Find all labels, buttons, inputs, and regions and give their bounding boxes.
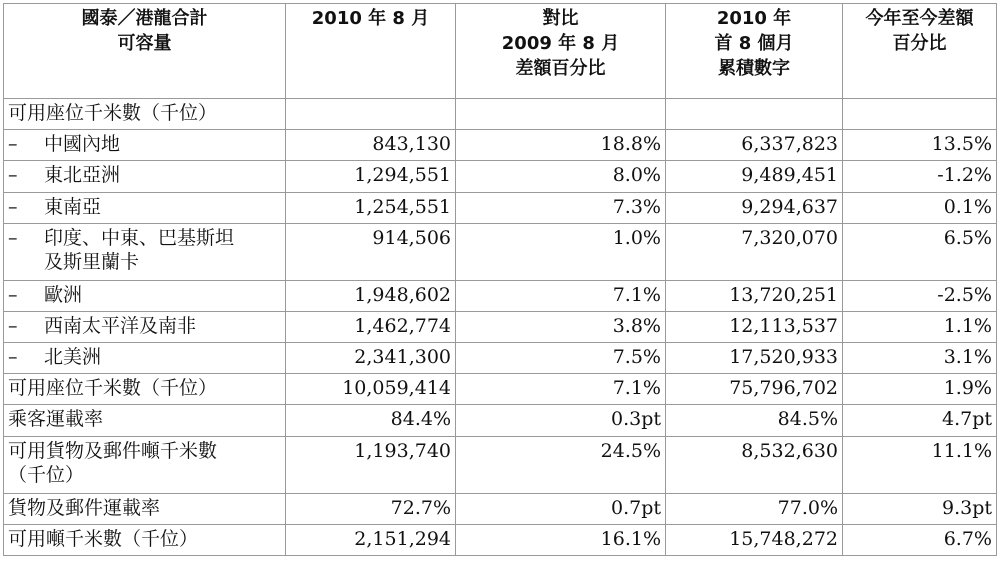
cell-ytd-change: 1.1% <box>843 311 997 342</box>
cell-aug-2010: 1,294,551 <box>286 161 456 192</box>
row-label-line <box>8 463 281 487</box>
row-label-line <box>8 527 281 551</box>
table-body <box>4 99 997 556</box>
cell-ytd-change: -2.5% <box>843 280 997 311</box>
row-label <box>4 311 286 342</box>
cell-vs-aug-2009: 0.7pt <box>456 493 666 524</box>
row-label-text: 貨物及郵件運載率 <box>8 496 161 519</box>
cell-ytd-change: 6.5% <box>843 223 997 280</box>
cell-ytd-change: 1.9% <box>843 374 997 405</box>
cell-ytd-change: 11.1% <box>843 436 997 493</box>
cell-ytd-change: 13.5% <box>843 130 997 161</box>
row-label-text: 乘客運載率 <box>8 408 104 431</box>
table-row <box>4 280 997 311</box>
row-label <box>4 374 286 405</box>
table-row <box>4 130 997 161</box>
cell-vs-aug-2009: 24.5% <box>456 436 666 493</box>
row-label-line <box>8 250 281 274</box>
header-vs-line: 對比 <box>542 8 579 29</box>
row-dash: – <box>8 195 18 218</box>
row-label <box>4 99 286 130</box>
row-dash: – <box>8 283 18 306</box>
header-aug-2010 <box>286 4 456 99</box>
row-label-line <box>8 439 281 463</box>
cell-aug-2010: 914,506 <box>286 223 456 280</box>
header-row <box>4 4 997 99</box>
cell-ytd-change: 9.3pt <box>843 493 997 524</box>
header-ytd-line: 首 8 個月 <box>714 33 794 54</box>
cell-vs-aug-2009: 1.0% <box>456 223 666 280</box>
header-ytd-change-line: 百分比 <box>892 33 947 54</box>
header-ytd-change-line: 今年至今差額 <box>865 8 974 29</box>
row-label-text: 中國內地 <box>44 133 121 156</box>
cell-vs-aug-2009: 3.8% <box>456 311 666 342</box>
row-label <box>4 436 286 493</box>
row-label-text: 及斯里蘭卡 <box>44 250 140 273</box>
row-label <box>4 343 286 374</box>
row-label-line <box>8 345 281 369</box>
row-label-line <box>8 283 281 307</box>
cell-aug-2010: 2,341,300 <box>286 343 456 374</box>
cell-first-8-months: 9,294,637 <box>666 192 843 223</box>
cell-aug-2010: 84.4% <box>286 405 456 436</box>
cell-aug-2010 <box>286 99 456 130</box>
cell-aug-2010: 72.7% <box>286 493 456 524</box>
row-label-line <box>8 407 281 431</box>
row-label-line <box>8 226 281 250</box>
row-label-line <box>8 195 281 219</box>
row-dash: – <box>8 314 18 337</box>
cell-ytd-change: 0.1% <box>843 192 997 223</box>
table-row <box>4 161 997 192</box>
cell-vs-aug-2009: 7.1% <box>456 280 666 311</box>
cell-vs-aug-2009: 18.8% <box>456 130 666 161</box>
header-vs-line: 差額百分比 <box>515 58 606 79</box>
capacity-table <box>3 3 997 556</box>
header-category <box>4 4 286 99</box>
header-category-line: 可容量 <box>117 33 172 54</box>
cell-ytd-change: 4.7pt <box>843 405 997 436</box>
row-label <box>4 493 286 524</box>
row-dash: – <box>8 133 18 156</box>
cell-first-8-months: 7,320,070 <box>666 223 843 280</box>
row-label <box>4 223 286 280</box>
table-row <box>4 374 997 405</box>
row-label-text: 可用座位千米數（千位） <box>8 102 218 124</box>
cell-aug-2010: 2,151,294 <box>286 524 456 555</box>
capacity-table-container <box>3 3 996 556</box>
row-label-line <box>8 314 281 338</box>
table-row <box>4 405 997 436</box>
row-label-text: 西南太平洋及南非 <box>44 314 197 337</box>
cell-ytd-change: 6.7% <box>843 524 997 555</box>
row-label-text: 可用座位千米數（千位） <box>8 377 218 400</box>
row-label-line <box>8 101 281 125</box>
table-row <box>4 311 997 342</box>
cell-aug-2010: 1,254,551 <box>286 192 456 223</box>
header-ytd-line: 累積數字 <box>718 58 790 79</box>
cell-aug-2010: 843,130 <box>286 130 456 161</box>
cell-first-8-months: 12,113,537 <box>666 311 843 342</box>
header-vs-aug-2009 <box>456 4 666 99</box>
header-first-8-months <box>666 4 843 99</box>
cell-first-8-months: 17,520,933 <box>666 343 843 374</box>
header-aug-2010-line: 2010 年 8 月 <box>311 8 430 29</box>
cell-vs-aug-2009 <box>456 99 666 130</box>
header-category-line: 國泰／港龍合計 <box>81 8 208 29</box>
cell-first-8-months: 13,720,251 <box>666 280 843 311</box>
cell-ytd-change <box>843 99 997 130</box>
cell-first-8-months: 8,532,630 <box>666 436 843 493</box>
table-row <box>4 223 997 280</box>
cell-vs-aug-2009: 7.5% <box>456 343 666 374</box>
cell-vs-aug-2009: 0.3pt <box>456 405 666 436</box>
cell-ytd-change: 3.1% <box>843 343 997 374</box>
row-label-line <box>8 163 281 187</box>
row-label-line <box>8 132 281 156</box>
cell-aug-2010: 1,193,740 <box>286 436 456 493</box>
table-row <box>4 493 997 524</box>
table-row <box>4 436 997 493</box>
row-label <box>4 161 286 192</box>
cell-aug-2010: 10,059,414 <box>286 374 456 405</box>
row-label-text: 東北亞洲 <box>44 164 121 187</box>
cell-first-8-months: 75,796,702 <box>666 374 843 405</box>
cell-first-8-months: 15,748,272 <box>666 524 843 555</box>
cell-vs-aug-2009: 7.1% <box>456 374 666 405</box>
row-label-text: （千位） <box>8 463 85 486</box>
header-ytd-change <box>843 4 997 99</box>
cell-vs-aug-2009: 16.1% <box>456 524 666 555</box>
row-label-text: 印度、中東、巴基斯坦 <box>44 226 235 249</box>
cell-vs-aug-2009: 7.3% <box>456 192 666 223</box>
cell-first-8-months: 6,337,823 <box>666 130 843 161</box>
row-label-text: 可用噸千米數（千位） <box>8 527 199 550</box>
row-label <box>4 192 286 223</box>
cell-vs-aug-2009: 8.0% <box>456 161 666 192</box>
cell-first-8-months: 77.0% <box>666 493 843 524</box>
row-label <box>4 130 286 161</box>
table-row <box>4 99 997 130</box>
cell-first-8-months: 9,489,451 <box>666 161 843 192</box>
row-label-text: 東南亞 <box>44 195 102 218</box>
cell-first-8-months <box>666 99 843 130</box>
row-dash: – <box>8 164 18 187</box>
cell-first-8-months: 84.5% <box>666 405 843 436</box>
cell-aug-2010: 1,462,774 <box>286 311 456 342</box>
row-label-text: 歐洲 <box>44 283 83 306</box>
row-label <box>4 524 286 555</box>
row-label-line <box>8 496 281 520</box>
row-label-line <box>8 376 281 400</box>
header-vs-line: 2009 年 8 月 <box>501 33 620 54</box>
cell-aug-2010: 1,948,602 <box>286 280 456 311</box>
row-dash: – <box>8 226 18 249</box>
row-label-text: 可用貨物及郵件噸千米數 <box>8 439 218 462</box>
cell-ytd-change: -1.2% <box>843 161 997 192</box>
table-row <box>4 343 997 374</box>
row-dash: – <box>8 346 18 369</box>
row-label-text: 北美洲 <box>44 346 102 369</box>
row-label <box>4 280 286 311</box>
header-ytd-line: 2010 年 <box>716 8 792 29</box>
row-label <box>4 405 286 436</box>
table-row <box>4 524 997 555</box>
table-row <box>4 192 997 223</box>
